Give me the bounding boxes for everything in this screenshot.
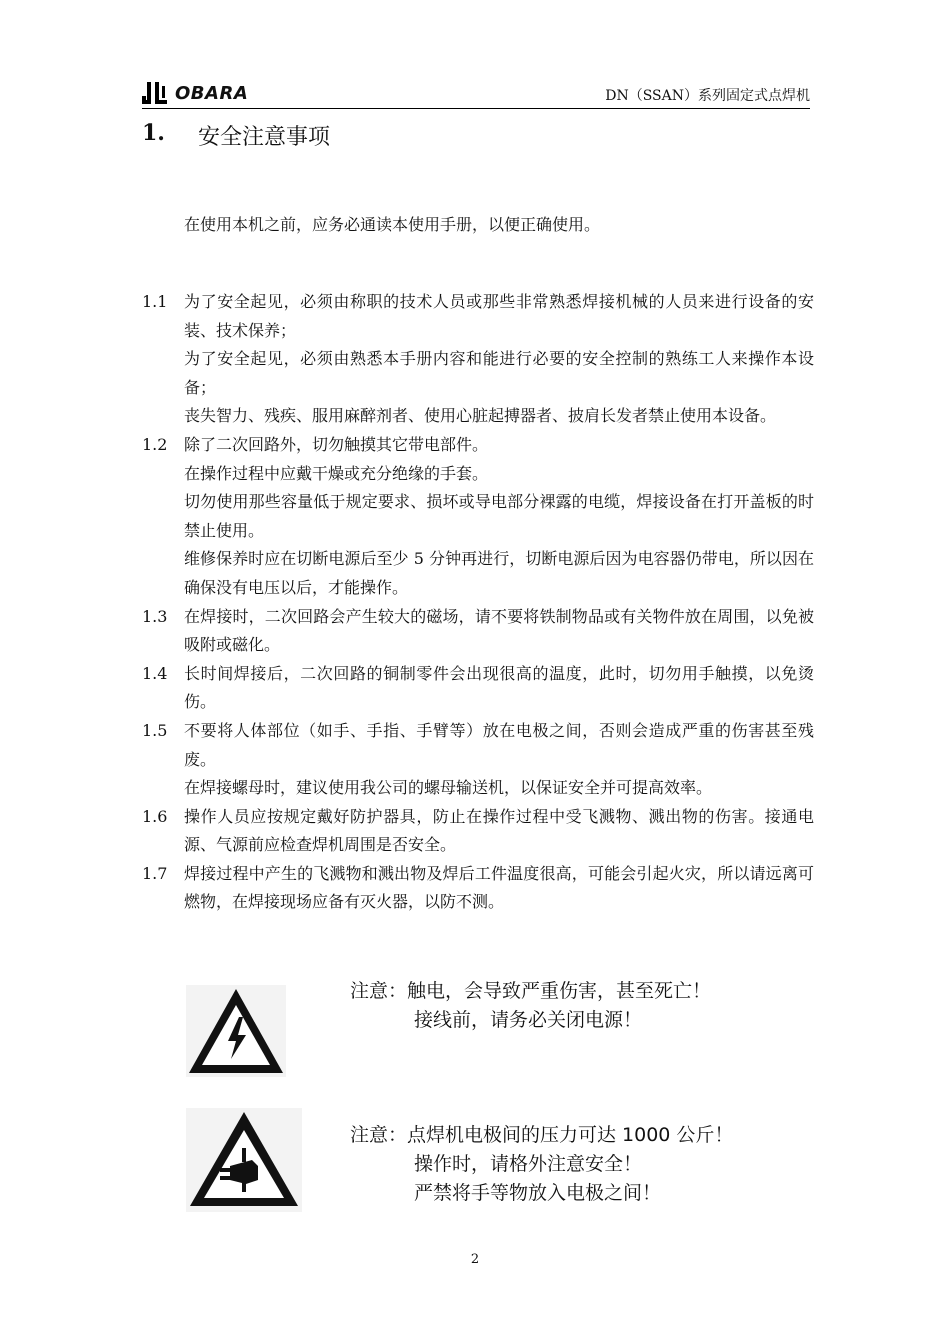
safety-item [142, 803, 814, 860]
warning-line: 严禁将手等物放入电极之间！ [414, 1182, 662, 1204]
electric-shock-warning-icon [186, 985, 286, 1077]
warning-line: 注意：点焊机电极间的压力可达 1000 公斤！ [350, 1124, 734, 1146]
item-paragraph: 在焊接时，二次回路会产生较大的磁场，请不要将铁制物品或有关物件放在周围，以免被吸附或磁化。 [184, 606, 814, 655]
item-number: 1.5 [142, 720, 168, 740]
page-header [142, 78, 810, 109]
item-paragraph: 焊接过程中产生的飞溅物和溅出物及焊后工件温度很高，可能会引起火灾，所以请远离可燃物，在焊接现场应备有灭火器，以防不测。 [184, 863, 814, 912]
item-paragraph: 为了安全起见，必须由称职的技术人员或那些非常熟悉焊接机械的人员来进行设备的安装、技术保养； [184, 292, 814, 340]
crush-hazard-warning-text [350, 1121, 733, 1208]
logo-text: OBARA [175, 83, 249, 104]
item-number: 1.2 [142, 434, 168, 454]
obara-logo [142, 80, 248, 104]
safety-item [142, 431, 814, 603]
safety-item [142, 288, 814, 431]
item-number: 1.1 [142, 292, 168, 311]
section-heading [142, 120, 330, 151]
item-paragraph: 维修保养时应在切断电源后至少 5 分钟再进行，切断电源后因为电容器仍带电，所以因在确保没有电压以后，才能操作。 [184, 549, 814, 597]
safety-item [142, 717, 814, 803]
intro-paragraph: 在使用本机之前，应务必通读本使用手册，以便正确使用。 [184, 215, 601, 234]
electric-shock-warning-text [350, 977, 711, 1035]
safety-items-list [142, 288, 814, 917]
item-number: 1.6 [142, 806, 168, 826]
document-header-title: DN（SSAN）系列固定式点焊机 [605, 88, 810, 104]
safety-item [142, 860, 814, 917]
item-body [184, 860, 814, 917]
item-body [184, 288, 814, 431]
warning-line: 操作时，请格外注意安全！ [414, 1153, 643, 1175]
item-body [184, 431, 814, 603]
item-paragraph: 丧失智力、残疾、服用麻醉剂者、使用心脏起搏器者、披肩长发者禁止使用本设备。 [184, 406, 777, 426]
item-paragraph: 在操作过程中应戴干燥或充分绝缘的手套。 [184, 463, 489, 483]
warning-line: 接线前，请务必关闭电源！ [414, 1009, 643, 1031]
item-number: 1.7 [142, 863, 168, 883]
safety-item [142, 603, 814, 660]
item-body [184, 717, 814, 803]
safety-item [142, 660, 814, 717]
item-paragraph: 不要将人体部位（如手、手指、手臂等）放在电极之间，否则会造成严重的伤害甚至残废。 [184, 720, 814, 769]
section-title: 安全注意事项 [198, 125, 331, 150]
item-paragraph: 操作人员应按规定戴好防护器具，防止在操作过程中受飞溅物、溅出物的伤害。接通电源、气源前应检查焊机周围是否安全。 [184, 806, 814, 855]
item-paragraph: 除了二次回路外，切勿触摸其它带电部件。 [184, 434, 489, 454]
item-body [184, 803, 814, 860]
hand-crush-warning-icon [186, 1108, 302, 1212]
item-body [184, 603, 814, 660]
page-number: 2 [470, 1252, 480, 1267]
item-paragraph: 为了安全起见，必须由熟悉本手册内容和能进行必要的安全控制的熟练工人来操作本设备； [184, 349, 814, 397]
warning-line: 注意：触电，会导致严重伤害，甚至死亡！ [350, 980, 712, 1002]
item-number: 1.4 [142, 663, 168, 683]
item-paragraph: 长时间焊接后，二次回路的铜制零件会出现很高的温度，此时，切勿用手触摸，以免烫伤。 [184, 663, 814, 712]
item-paragraph: 切勿使用那些容量低于规定要求、损坏或导电部分裸露的电缆，焊接设备在打开盖板的时禁止使用。 [184, 492, 814, 540]
item-body [184, 660, 814, 717]
item-paragraph: 在焊接螺母时，建议使用我公司的螺母输送机，以保证安全并可提高效率。 [184, 778, 713, 798]
section-number: 1. [142, 120, 165, 146]
jl-logo-icon [142, 82, 172, 104]
item-number: 1.3 [142, 606, 168, 626]
